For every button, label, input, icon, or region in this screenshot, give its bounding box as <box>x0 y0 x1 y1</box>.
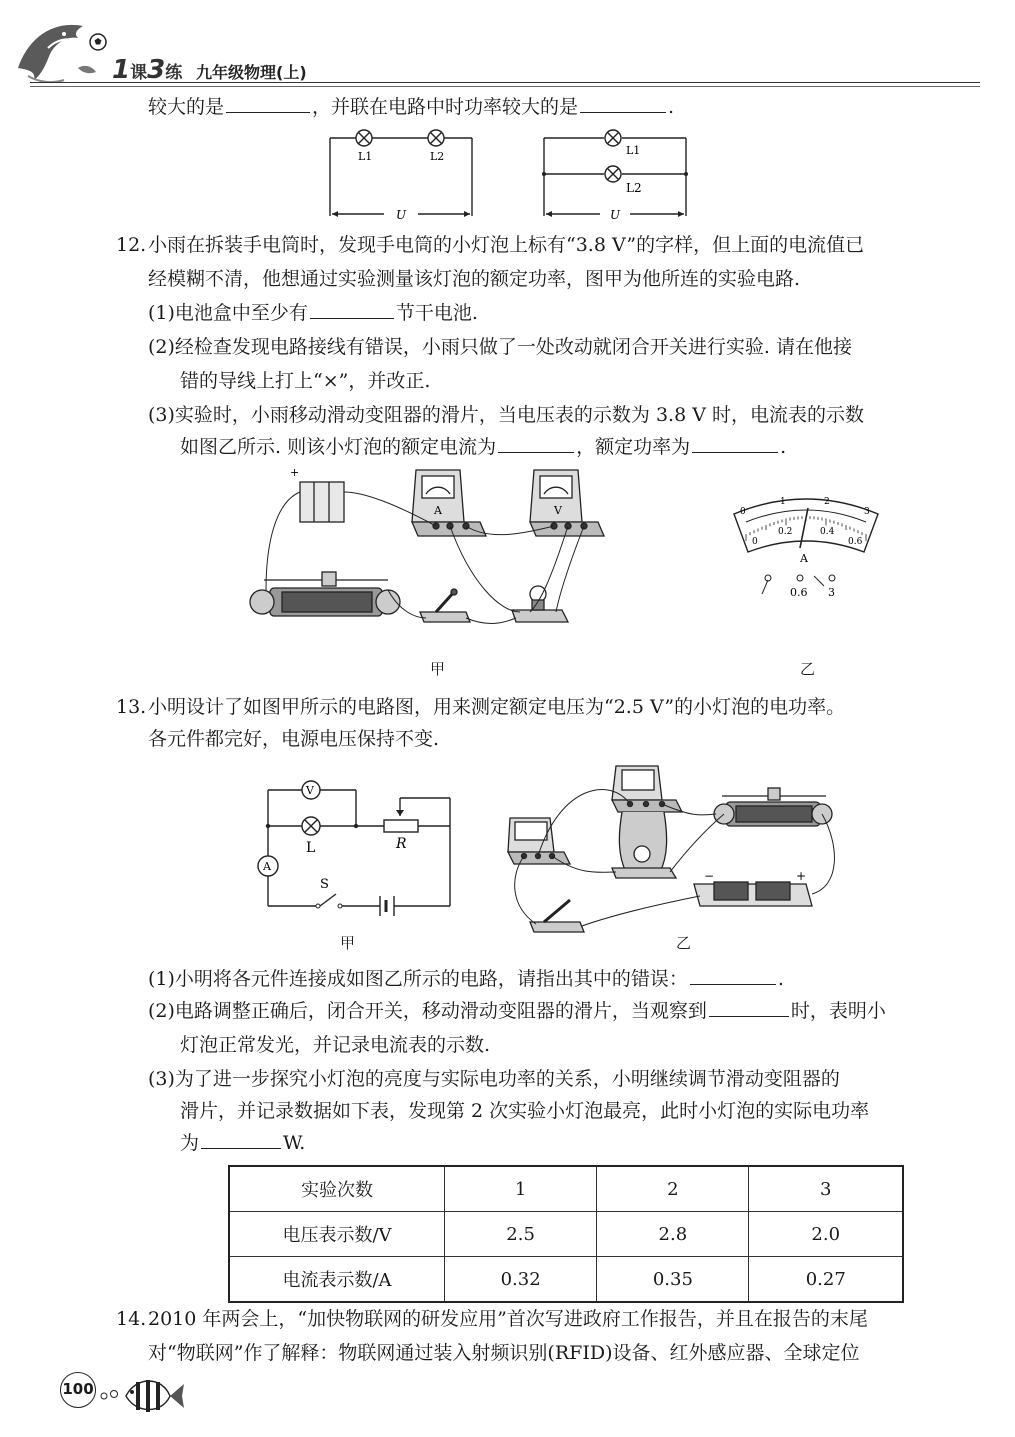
q13-number: 13. <box>116 696 147 718</box>
fig13-rheostat <box>714 788 832 826</box>
fig13-v-symbol: V <box>306 784 314 797</box>
q12-sub-3-line-2 <box>180 438 786 457</box>
fig13-a-symbol: A <box>263 860 271 873</box>
table-row <box>229 1257 903 1303</box>
soccer-ball-icon <box>88 32 108 52</box>
fig13-schematic <box>254 768 454 918</box>
q12-line-2: 经模糊不清，他想通过实验测量该灯泡的额定功率，图甲为他所连的实验电路. <box>148 268 801 290</box>
q14-line-2: 对“物联网”作了解释：物联网通过装入射频识别(RFID)设备、红外感应器、全球定位 <box>148 1342 860 1364</box>
q13-sub1-text-b: . <box>777 968 784 990</box>
q13-sub3-text-a: 为 <box>180 1132 200 1154</box>
fish-icon <box>96 1370 186 1420</box>
q13-sub-3-line-3 <box>180 1134 305 1153</box>
brand-char-2: 练 <box>165 63 183 83</box>
q13-line-1: 小明设计了如图甲所示的电路图，用来测定额定电压为“2.5 V”的小灯泡的电功率。 <box>148 696 846 718</box>
terminal-3: 3 <box>828 586 835 599</box>
fig13-resistor-label: R <box>396 836 407 852</box>
dial-top-tick-3: 3 <box>864 507 870 517</box>
table-header-cell: 实验次数 <box>229 1166 445 1212</box>
ammeter-device <box>412 470 486 536</box>
fig11-left-u: U <box>396 208 407 222</box>
q12-sub1-text-a: (1)电池盒中至少有 <box>148 302 308 324</box>
q13-sub2-blank[interactable] <box>709 1015 789 1017</box>
q13-line-2: 各元件都完好，电源电压保持不变. <box>148 728 440 750</box>
q11-text-2: ，并联在电路中时功率较大的是 <box>312 96 579 118</box>
fig12-physical-circuit <box>240 462 620 662</box>
header-rule <box>30 82 980 83</box>
q12-sub3-blank-2[interactable] <box>692 451 778 453</box>
fig12-caption-a: 甲 <box>430 660 446 678</box>
ammeter-label: A <box>434 504 442 517</box>
table-cell: 0.32 <box>445 1257 597 1303</box>
q12-sub1-text-b: 节干电池. <box>395 302 478 324</box>
q13-sub-3-line-2: 滑片，并记录数据如下表，发现第 2 次实验小灯泡最亮，此时小灯泡的实际电功率 <box>180 1100 870 1122</box>
brand-num-2: 3 <box>147 55 166 85</box>
fig11-right-l1: L1 <box>626 144 641 157</box>
dolphin-logo <box>8 8 131 88</box>
q13-sub-2-line-2: 灯泡正常发光，并记录电流表的示数. <box>180 1034 491 1056</box>
q12-sub3-blank-1[interactable] <box>498 451 574 453</box>
fig13-caption-a: 甲 <box>340 934 356 952</box>
lamp-holder <box>512 586 568 622</box>
q13-sub2-text-a: (2)电路调整正确后，闭合开关，移动滑动变阻器的滑片，当观察到 <box>148 1000 707 1022</box>
knife-switch <box>420 589 470 622</box>
q11-blank-2[interactable] <box>580 111 666 113</box>
voltmeter-label: V <box>554 504 562 517</box>
table-cell: 0.27 <box>749 1257 903 1303</box>
fig13-voltmeter <box>508 818 570 864</box>
header-brand <box>112 55 182 85</box>
fig11-right-l2: L2 <box>626 181 642 195</box>
fig12-caption-b: 乙 <box>800 660 816 678</box>
q14-number: 14. <box>116 1308 147 1330</box>
q12-sub-2-line-1: (2)经检查发现电路接线有错误，小雨只做了一处改动就闭合开关进行实验. 请在他接 <box>148 336 852 358</box>
table-cell: 2.0 <box>749 1212 903 1257</box>
q14-line-1: 2010 年两会上，“加快物联网的研发应用”首次写进政府工作报告，并且在报告的末尾 <box>148 1308 868 1330</box>
fig13-caption-b: 乙 <box>676 934 692 952</box>
data-table <box>228 1165 904 1303</box>
terminal-06: 0.6 <box>790 586 808 599</box>
fig12-ammeter-dial <box>724 490 888 610</box>
table-row <box>229 1212 903 1257</box>
q12-sub-1 <box>148 304 478 323</box>
table-header-cell: 3 <box>749 1166 903 1212</box>
q11-tail-line <box>148 98 674 117</box>
dial-bottom-tick-1: 0.2 <box>778 527 793 537</box>
q13-sub1-blank[interactable] <box>690 983 776 985</box>
table-cell: 电压表示数/V <box>229 1212 445 1257</box>
table-cell: 2.8 <box>597 1212 749 1257</box>
fig11-parallel-circuit <box>540 124 692 224</box>
battery-plus-sign: + <box>290 466 300 479</box>
table-header-row <box>229 1166 903 1212</box>
q13-sub2-text-b: 时，表明小 <box>790 1000 886 1022</box>
brand-num-1: 1 <box>112 55 131 85</box>
table-cell: 电流表示数/A <box>229 1257 445 1303</box>
fig11-left-l2: L2 <box>430 150 445 163</box>
q13-sub-1 <box>148 970 784 989</box>
q13-sub-2-line-1 <box>148 1002 886 1021</box>
q12-sub3-text-c: . <box>780 436 787 458</box>
fig11-left-l1: L1 <box>358 150 373 163</box>
q13-sub3-text-b: W. <box>283 1132 306 1154</box>
q12-sub-3-line-1: (3)实验时，小雨移动滑动变阻器的滑片，当电压表的示数为 3.8 V 时，电流表的示数 <box>148 404 864 426</box>
q13-sub-3-line-1: (3)为了进一步探究小灯泡的亮度与实际电功率的关系，小明继续调节滑动变阻器的 <box>148 1068 840 1090</box>
q13-sub3-blank[interactable] <box>201 1147 281 1149</box>
table-cell: 2.5 <box>445 1212 597 1257</box>
table-cell: 0.35 <box>597 1257 749 1303</box>
dial-unit: A <box>800 552 808 565</box>
fig11-right-u: U <box>610 208 621 222</box>
fig13-physical-circuit <box>500 756 850 936</box>
q11-blank-1[interactable] <box>226 111 310 113</box>
header-rule-thin <box>30 86 980 87</box>
q12-sub3-text-a: 如图乙所示. 则该小灯泡的额定电流为 <box>180 436 497 458</box>
table-header-cell: 2 <box>597 1166 749 1212</box>
battery-box <box>300 482 344 522</box>
q12-sub-2-line-2: 错的导线上打上“×”，并改正. <box>180 370 431 392</box>
q11-text-1: 较大的是 <box>148 96 225 118</box>
fig13-lamp-label: L <box>306 840 316 856</box>
dial-bottom-tick-3: 0.6 <box>848 537 863 547</box>
book-title: 九年级物理(上) <box>196 63 307 82</box>
fig13-battery-plus: + <box>796 869 807 883</box>
fig13-battery-minus: − <box>704 869 715 883</box>
table-header-cell: 1 <box>445 1166 597 1212</box>
voltmeter-device <box>530 470 604 536</box>
q12-number: 12. <box>116 234 147 256</box>
fig13-switch <box>530 900 584 932</box>
q11-text-3: . <box>668 96 675 118</box>
dial-top-tick-2: 2 <box>824 497 830 507</box>
q12-sub3-text-b: ，额定功率为 <box>576 436 691 458</box>
dial-top-tick-0: 0 <box>740 507 746 517</box>
dial-top-tick-1: 1 <box>780 497 786 507</box>
q13-sub1-text-a: (1)小明将各元件连接成如图乙所示的电路，请指出其中的错误： <box>148 968 688 990</box>
dial-bottom-tick-2: 0.4 <box>820 527 835 537</box>
q12-sub1-blank[interactable] <box>310 317 394 319</box>
fig11-series-circuit <box>326 124 476 224</box>
fig13-battery-box <box>694 882 812 906</box>
dial-bottom-tick-0: 0 <box>752 537 758 547</box>
fig13-switch-label: S <box>320 877 329 892</box>
rheostat-device <box>250 572 400 616</box>
page-number: 100 <box>62 1380 94 1398</box>
q12-line-1: 小雨在拆装手电筒时，发现手电筒的小灯泡上标有“3.8 V”的字样，但上面的电流值已 <box>148 234 865 256</box>
brand-char-1: 课 <box>130 63 148 83</box>
